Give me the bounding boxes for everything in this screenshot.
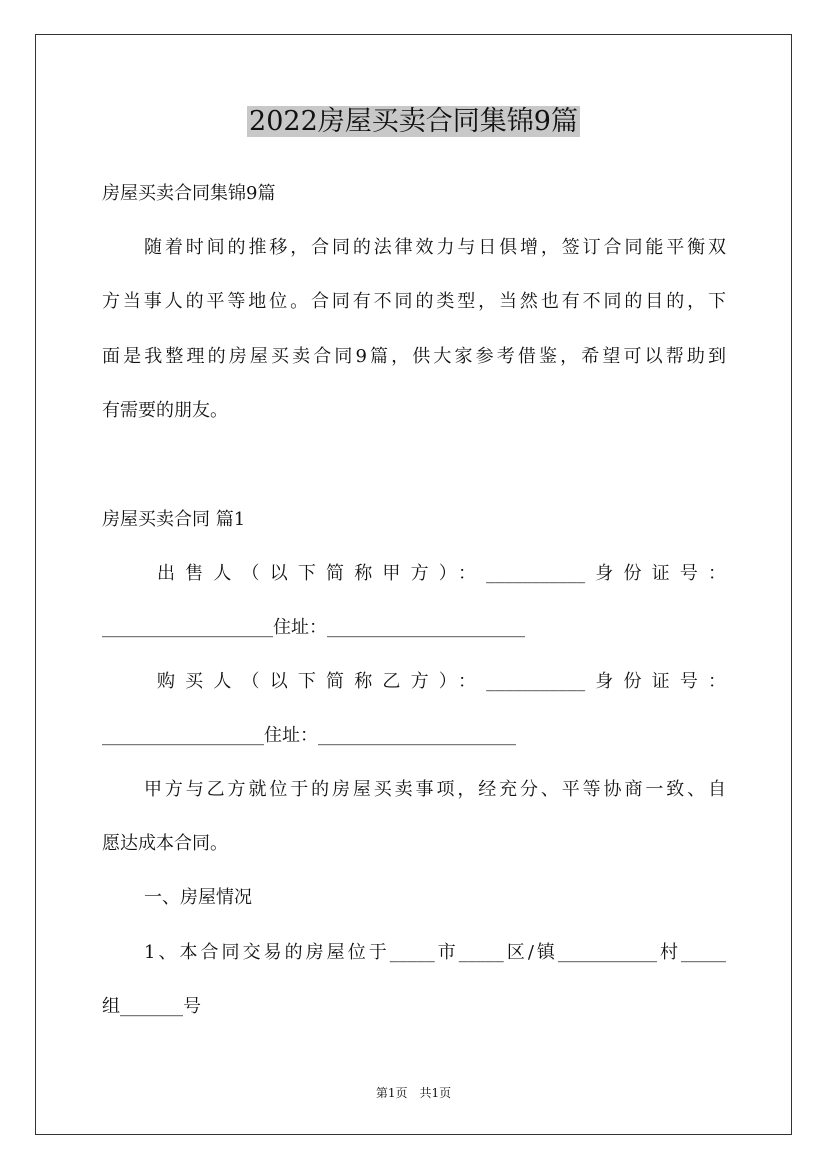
seller-line-1: 出售人（以下简称甲方）：___________身份证号： <box>157 563 726 584</box>
intro-line-2: 方当事人的平等地位。合同有不同的类型，当然也有不同的目的，下 <box>102 291 726 312</box>
page-footer: 第1页 共1页 <box>375 1086 452 1100</box>
document-title-text: 2022房屋买卖合同集锦9篇 <box>249 106 578 137</box>
buyer-line-2: __________________住址：______________________ <box>102 725 516 746</box>
seller-line-2: ___________________住址：______________________ <box>102 617 525 638</box>
buyer-line-1: 购买人（以下简称乙方）：___________身份证号： <box>157 671 726 692</box>
document-subtitle: 房屋买卖合同集锦9篇 <box>102 183 276 204</box>
clause-1-line-2: 组_______号 <box>102 996 201 1017</box>
document-title <box>0 103 827 141</box>
section-heading: 房屋买卖合同 篇1 <box>102 509 246 530</box>
agreement-line-1: 甲方与乙方就位于的房屋买卖事项，经充分、平等协商一致、自 <box>144 779 726 800</box>
intro-line-4: 有需要的朋友。 <box>102 400 228 421</box>
intro-line-1: 随着时间的推移，合同的法律效力与日俱增，签订合同能平衡双 <box>144 237 726 258</box>
intro-line-3: 面是我整理的房屋买卖合同9篇，供大家参考借鉴，希望可以帮助到 <box>102 346 726 367</box>
agreement-line-2: 愿达成本合同。 <box>102 833 228 854</box>
clause-heading: 一、房屋情况 <box>144 887 252 908</box>
clause-1-line-1: 1、本合同交易的房屋位于_____市_____区/镇___________村_____ <box>144 942 726 963</box>
